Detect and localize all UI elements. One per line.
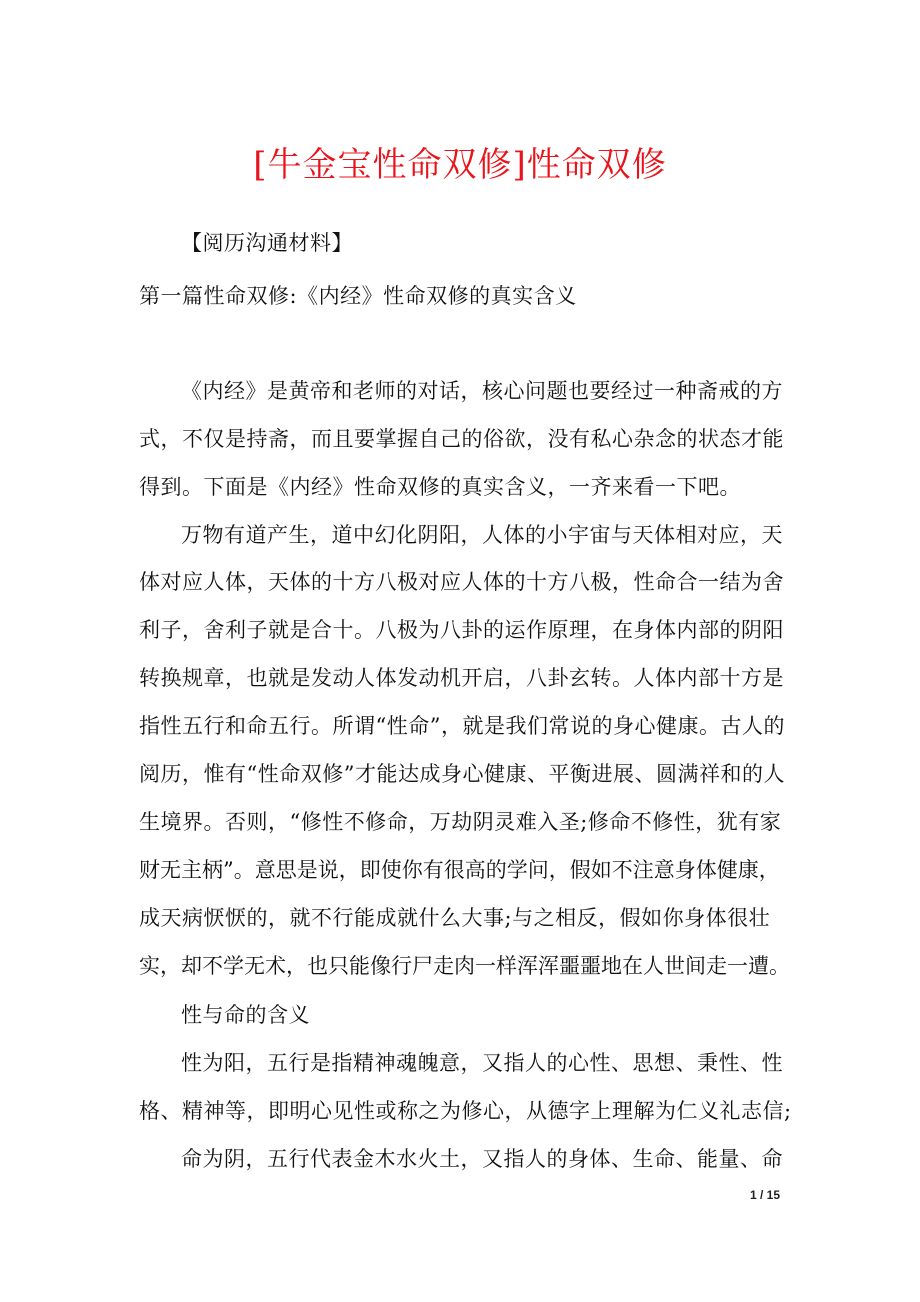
paragraph-2-line-9: 成天病恹恹的，就不行能成就什么大事;与之相反，假如你身体很壮 [139,906,771,930]
paragraph-1-line-2: 式，不仅是持斋，而且要掌握自己的俗欲，没有私心杂念的状态才能 [139,427,784,451]
paragraph-2-line-5: 指性五行和命五行。所谓“性命”，就是我们常说的身心健康。古人的 [139,714,785,738]
paragraph-2-line-8: 财无主柄”。意思是说，即使你有很高的学问，假如不注意身体健康， [139,858,780,882]
subtitle: 【阅历沟通材料】 [181,231,353,255]
paragraph-1-line-3: 得到。下面是《内经》性命双修的真实含义，一齐来看一下吧。 [139,475,741,499]
paragraph-2-line-2: 体对应人体，天体的十方八极对应人体的十方八极，性命合一结为舍 [139,570,784,594]
section-heading: 性与命的含义 [181,1003,310,1027]
paragraph-5-line-1: 命为阴，五行代表金木水火土，又指人的身体、生命、能量、命 [181,1147,783,1171]
chapter-heading: 第一篇性命双修:《内经》性命双修的真实含义 [139,284,577,308]
paragraph-2-line-4: 转换规章，也就是发动人体发动机开启，八卦玄转。人体内部十方是 [139,666,784,690]
document-title: [牛金宝性命双修]性命双修 [253,145,667,185]
paragraph-1-line-1: 《内经》是黄帝和老师的对话，核心问题也要经过一种斋戒的方 [181,379,783,403]
paragraph-2-line-7: 生境界。否则，“修性不修命，万劫阴灵难入圣;修命不修性，犹有家 [139,810,782,834]
page-number: 1 / 15 [749,1188,780,1202]
paragraph-2-line-3: 利子，舍利子就是合十。八极为八卦的运作原理，在身体内部的阴阳 [139,618,784,642]
paragraph-2-line-10: 实，却不学无术，也只能像行尸走肉一样浑浑噩噩地在人世间走一遭。 [139,954,790,978]
paragraph-4-line-2: 格、精神等，即明心见性或称之为修心，从德字上理解为仁义礼志信; [139,1099,792,1123]
paragraph-4-line-1: 性为阳，五行是指精神魂魄意，又指人的心性、思想、秉性、性 [181,1051,783,1075]
paragraph-2-line-1: 万物有道产生，道中幻化阴阳，人体的小宇宙与天体相对应，天 [181,523,783,547]
paragraph-2-line-6: 阅历，惟有“性命双修”才能达成身心健康、平衡进展、圆满祥和的人 [139,762,785,786]
